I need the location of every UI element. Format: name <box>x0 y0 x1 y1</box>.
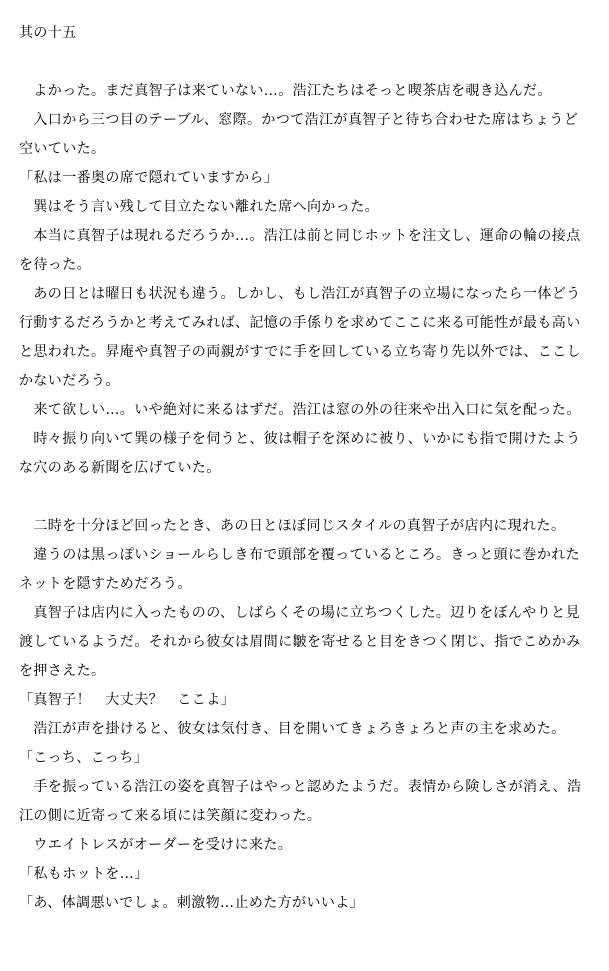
text-line: と思われた。昇庵や真智子の両親がすでに手を回している立ち寄り先以外では、ここし <box>19 344 582 360</box>
text-line: 本当に真智子は現れるだろうか…。浩江は前と同じホットを注文し、運命の輪の接点 <box>19 228 581 244</box>
text-line: 浩江が声を掛けると、彼女は気付き、目を開いてきょろきょろと声の主を求めた。 <box>19 721 566 737</box>
text-line: 渡しているようだ。それから彼女は眉間に皺を寄せると目をきつく閉じ、指でこめかみ <box>19 634 581 650</box>
text-line: あの日とは曜日も状況も違う。しかし、もし浩江が真智子の立場になったら一体どう <box>19 286 581 302</box>
chapter-title: 其の十五 <box>19 25 77 41</box>
paragraph-block-1 <box>19 77 599 483</box>
blank-line <box>19 48 599 77</box>
text-line: 「私は一番奥の席で隠れていますから」 <box>19 170 279 186</box>
text-line: 真智子は店内に入ったものの、しばらくその場に立ちつくした。辺りをぼんやりと見 <box>19 605 580 621</box>
text-line: 行動するだろうかと考えてみれば、記憶の手係りを求めてここに来る可能性が最も高い <box>19 315 581 331</box>
document-page <box>19 19 599 918</box>
text-line: よかった。まだ真智子は来ていない…。浩江たちはそっと喫茶店を覗き込んだ。 <box>19 83 552 99</box>
text-line: 来て欲しい…。いや絶対に来るはずだ。浩江は窓の外の往来や出入口に気を配った。 <box>19 402 581 418</box>
text-line: 「あ、体調悪いでしょ。刺激物…止めた方がいいよ」 <box>19 895 365 911</box>
text-line: 空いていた。 <box>19 141 106 157</box>
blank-line <box>19 483 599 512</box>
text-line: な穴のある新聞を広げていた。 <box>19 460 221 476</box>
paragraph-block-2 <box>19 512 599 918</box>
text-line: 「私もホットを…」 <box>19 866 149 882</box>
text-line: かないだろう。 <box>19 373 120 389</box>
text-line: を押さえた。 <box>19 663 106 679</box>
text-line: 入口から三つ目のテーブル、窓際。かつて浩江が真智子と待ち合わせた席はちょうど <box>19 112 579 128</box>
text-line: 江の側に近寄って来る頃には笑顔に変わった。 <box>19 808 322 824</box>
text-line: を待った。 <box>19 257 91 273</box>
text-line: 「こっち、こっち」 <box>19 750 149 766</box>
text-line: 違うのは黒っぽいショールらしき布で頭部を覆っているところ。きっと頭に巻かれた <box>19 547 581 563</box>
text-line: 「真智子！ 大丈夫？ ここよ」 <box>19 692 235 708</box>
text-line: 時々振り向いて巽の様子を伺うと、彼は帽子を深めに被り、いかにも指で開けたよう <box>19 431 581 447</box>
text-line: 二時を十分ほど回ったとき、あの日とほぼ同じスタイルの真智子が店内に現れた。 <box>19 518 566 534</box>
text-line: 手を振っている浩江の姿を真智子はやっと認めたようだ。表情から険しさが消え、浩 <box>19 779 582 795</box>
text-line: ウエイトレスがオーダーを受けに来た。 <box>19 837 293 853</box>
text-line: 巽はそう言い残して目立たない離れた席へ向かった。 <box>19 199 379 215</box>
text-line: ネットを隠すためだろう。 <box>19 576 192 592</box>
